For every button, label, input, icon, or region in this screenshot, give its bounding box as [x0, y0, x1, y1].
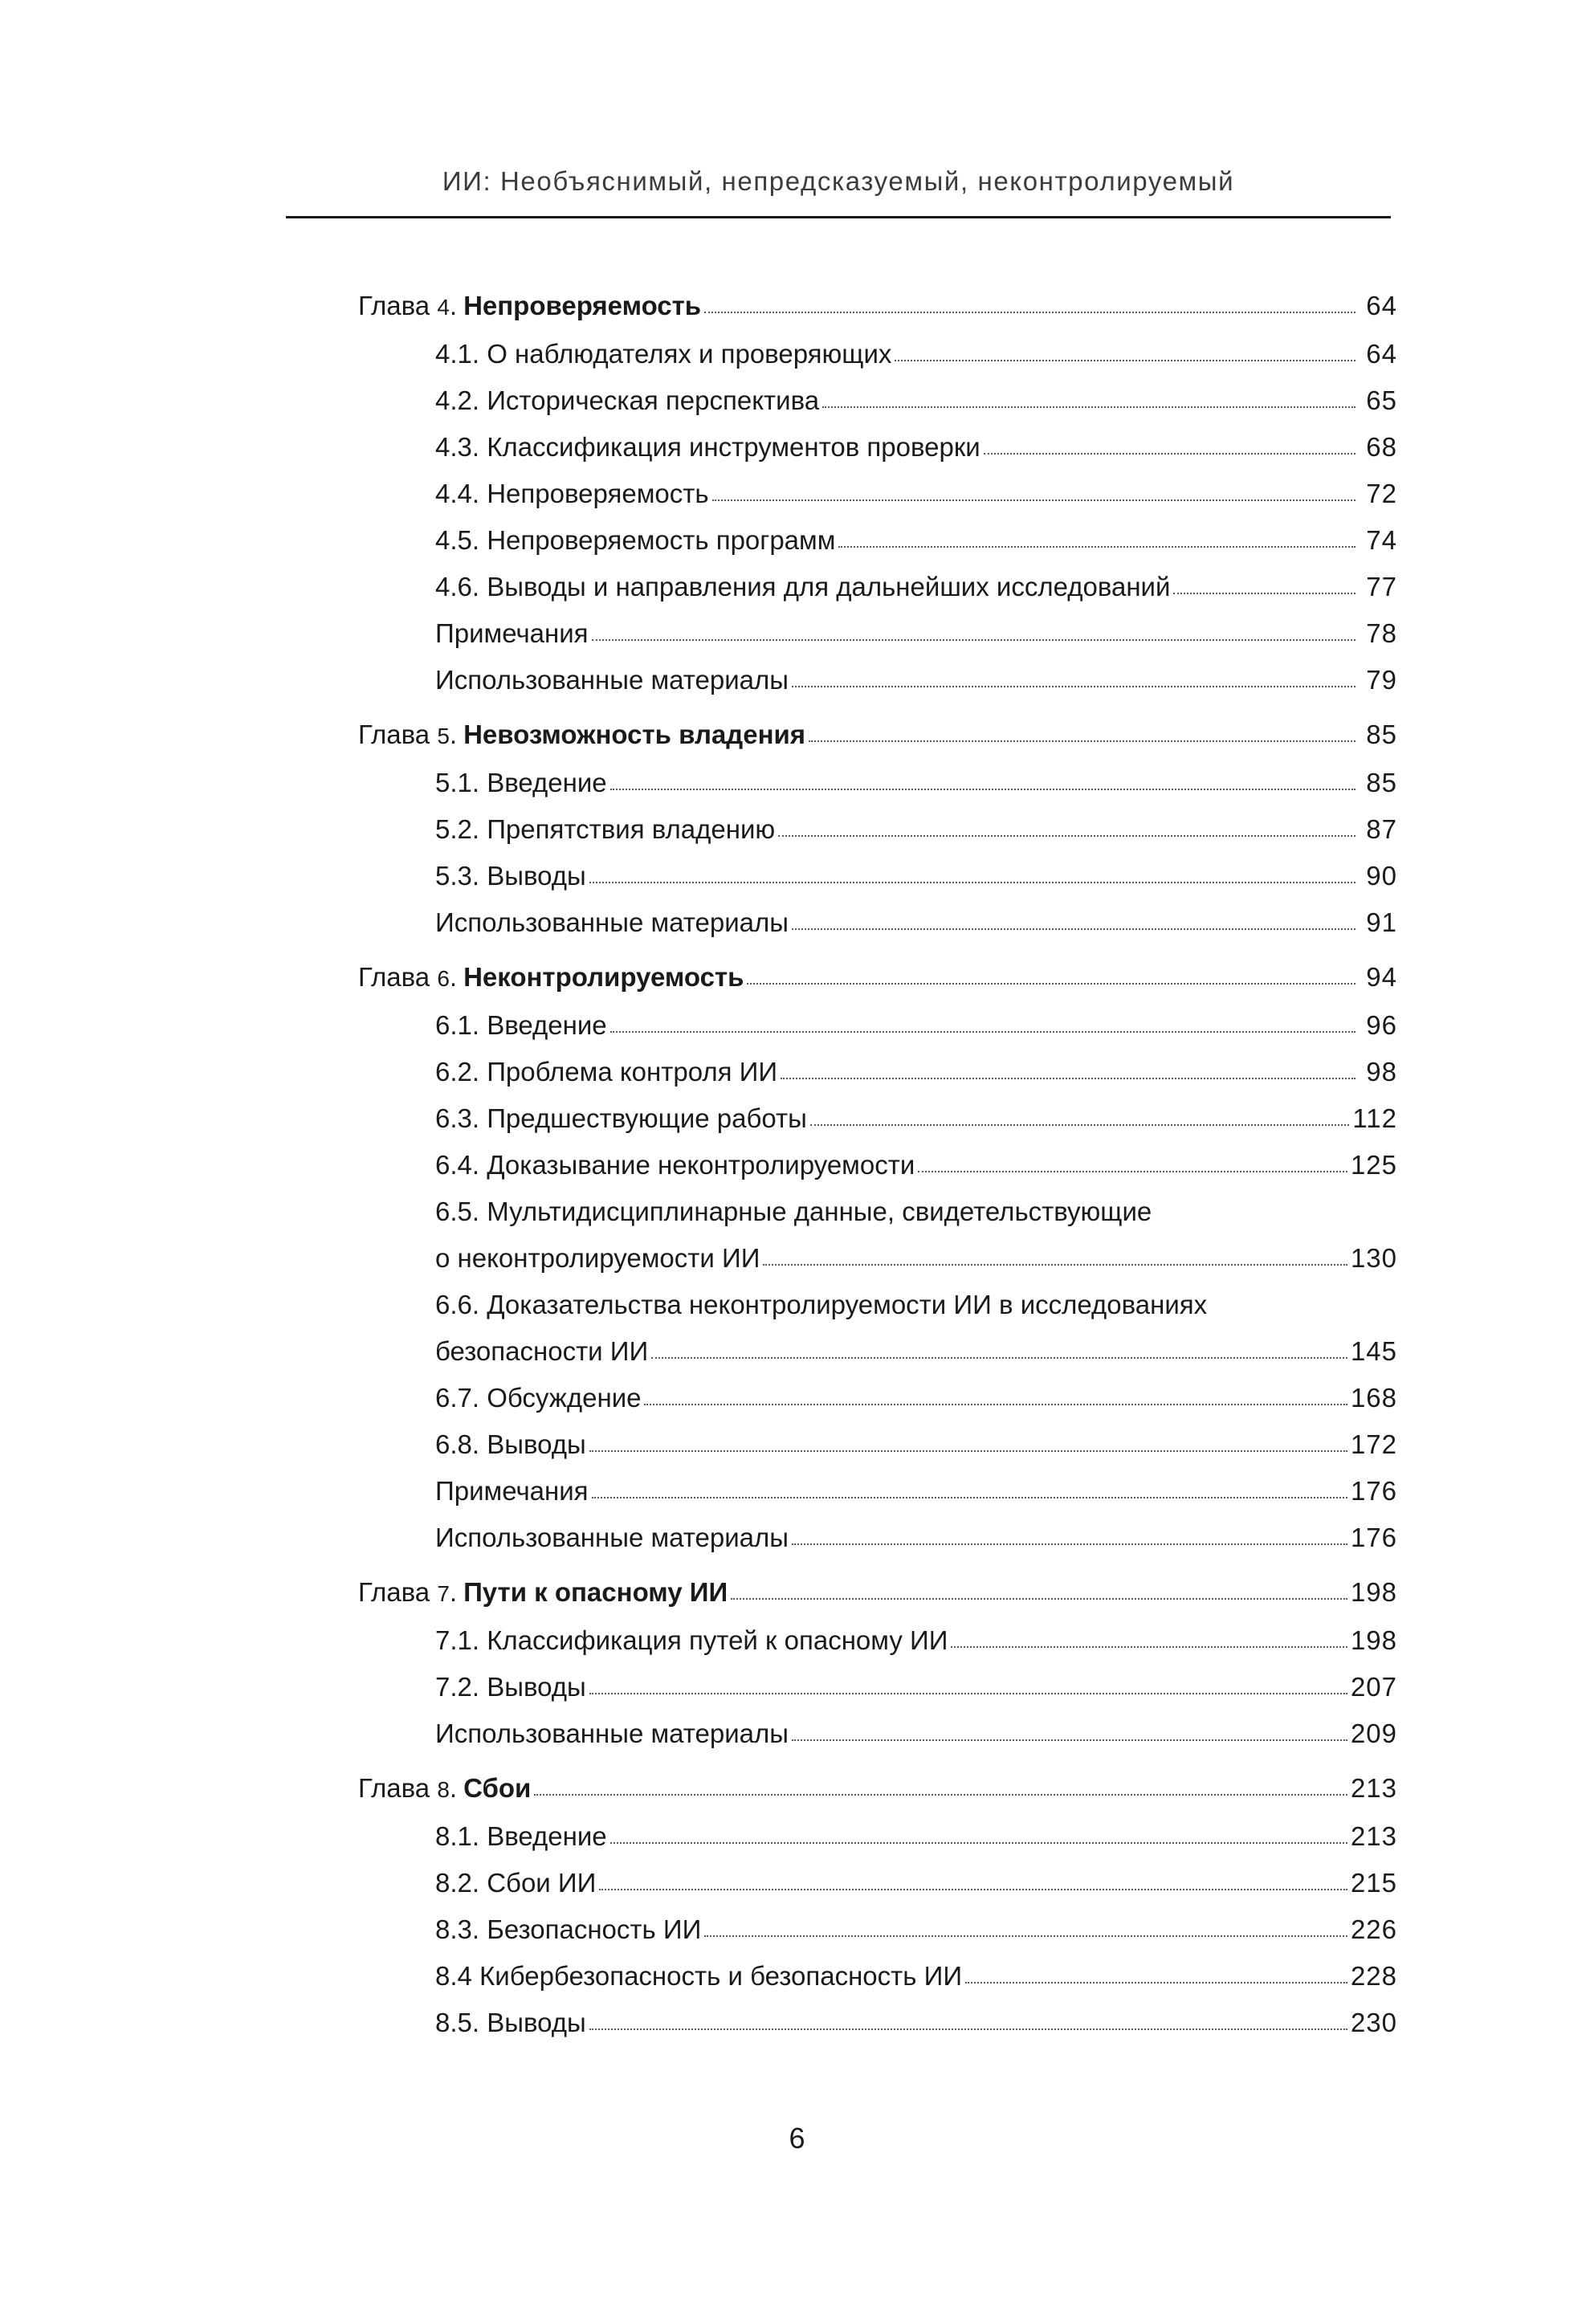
page-ref: 68 [1366, 432, 1397, 462]
page-ref: 125 [1350, 1150, 1397, 1180]
dot-leader [918, 1171, 1347, 1172]
toc-entry[interactable] [358, 1664, 1397, 1710]
toc-entry[interactable] [358, 471, 1397, 517]
entry-label: 6.2. Проблема контроля ИИ [435, 1057, 778, 1087]
page-ref: 226 [1350, 1914, 1397, 1944]
dot-leader [895, 360, 1356, 361]
toc-chapter-heading[interactable]: Глава 7 . Пути к опасному ИИ 198 [358, 1569, 1397, 1617]
page-ref: 78 [1366, 618, 1397, 648]
page-ref: 172 [1350, 1429, 1397, 1459]
toc-entry[interactable] [358, 377, 1397, 424]
dot-leader [644, 1404, 1347, 1405]
toc-entry[interactable] [358, 1953, 1397, 2000]
toc-chapter-heading[interactable]: Глава 6 . Неконтролируемость 94 [358, 954, 1397, 1002]
dot-leader [599, 1889, 1347, 1890]
dot-leader [534, 1794, 1347, 1796]
toc-entry[interactable] [358, 1049, 1397, 1095]
entry-label: 4.2. Историческая перспектива [435, 385, 820, 415]
page-ref: 176 [1350, 1476, 1397, 1506]
dot-leader [747, 983, 1356, 985]
page-ref: 176 [1350, 1523, 1397, 1552]
chapter-title: Неконтролируемость [463, 962, 744, 992]
chapter-title: Сбои [463, 1773, 532, 1803]
entry-label: Использованные материалы [435, 1719, 789, 1748]
page-ref: 215 [1350, 1868, 1397, 1898]
dot-leader [589, 1693, 1347, 1694]
page-ref: 64 [1366, 291, 1397, 320]
page-ref: 94 [1366, 962, 1397, 992]
dot-leader [778, 835, 1356, 837]
chapter-number: 4 [437, 295, 450, 320]
toc-chapter-heading[interactable]: Глава 4 . Непроверяемость 64 [358, 283, 1397, 331]
dot-leader [763, 1264, 1347, 1266]
dot-leader [822, 406, 1356, 408]
page-ref: 72 [1366, 479, 1397, 508]
toc-entry[interactable] [358, 899, 1397, 946]
page-ref: 209 [1350, 1719, 1397, 1748]
entry-label: 8.4 Кибербезопасность и безопасность ИИ [435, 1961, 963, 1991]
page-ref: 64 [1366, 339, 1397, 369]
entry-label: 7.2. Выводы [435, 1672, 586, 1702]
entry-label-line1: 6.5. Мультидисциплинарные данные, свидетельствующие [435, 1197, 1152, 1226]
toc-chapter-8 [358, 1765, 1397, 2046]
page-ref: 145 [1350, 1336, 1397, 1366]
dot-leader [589, 882, 1356, 883]
chapter-prefix: Глава [358, 1773, 430, 1803]
entry-label: 4.3. Классификация инструментов проверки [435, 432, 980, 462]
dot-leader [651, 1357, 1347, 1359]
dot-leader [704, 312, 1356, 313]
entry-label: Использованные материалы [435, 907, 789, 937]
entry-label: 6.4. Доказывание неконтролируемости [435, 1150, 915, 1180]
dot-leader [610, 789, 1356, 790]
entry-label: 8.1. Введение [435, 1821, 607, 1851]
page-ref: 85 [1366, 720, 1397, 749]
toc-entry[interactable] [358, 1095, 1397, 1142]
chapter-title: Невозможность владения [463, 720, 806, 749]
entry-label: 6.1. Введение [435, 1010, 607, 1040]
page-ref: 87 [1366, 814, 1397, 844]
page-number: 6 [789, 2122, 805, 2155]
dot-leader [951, 1646, 1347, 1648]
dot-leader [810, 1124, 1350, 1126]
toc-chapter-4 [358, 283, 1397, 703]
chapter-title: Пути к опасному ИИ [463, 1577, 728, 1607]
entry-label: 5.1. Введение [435, 768, 607, 797]
entry-label: безопасности ИИ [435, 1336, 649, 1366]
chapter-prefix: Глава [358, 962, 430, 992]
chapter-title: Непроверяемость [463, 291, 702, 320]
entry-label: 8.2. Сбои ИИ [435, 1868, 597, 1898]
page-ref: 96 [1366, 1010, 1397, 1040]
toc-chapter-5 [358, 711, 1397, 946]
page-ref: 230 [1350, 2008, 1397, 2037]
toc-entry[interactable] [358, 1617, 1397, 1664]
page-ref: 198 [1350, 1625, 1397, 1655]
chapter-number: 8 [437, 1777, 450, 1802]
chapter-prefix: Глава [358, 720, 430, 749]
toc-entry[interactable] [358, 1515, 1397, 1561]
toc-chapter-6 [358, 954, 1397, 1561]
page-ref: 213 [1350, 1773, 1397, 1803]
dot-leader [592, 639, 1356, 641]
toc-entry[interactable] [358, 806, 1397, 853]
dot-leader [704, 1935, 1347, 1937]
toc-entry[interactable] [358, 517, 1397, 564]
entry-label: Примечания [435, 1476, 589, 1506]
dot-leader [592, 1497, 1347, 1498]
toc-entry[interactable] [358, 1375, 1397, 1421]
toc-entry[interactable] [358, 657, 1397, 703]
dot-leader [589, 2028, 1347, 2030]
chapter-prefix: Глава [358, 291, 430, 320]
dot-leader [792, 1543, 1347, 1545]
toc-entry[interactable] [358, 1235, 1397, 1282]
page-ref: 207 [1350, 1672, 1397, 1702]
dot-leader [610, 1842, 1347, 1844]
entry-label: 6.3. Предшествующие работы [435, 1103, 807, 1133]
page-ref: 79 [1366, 665, 1397, 695]
entry-label: 7.1. Классификация путей к опасному ИИ [435, 1625, 948, 1655]
dot-leader [589, 1450, 1347, 1452]
chapter-number: 7 [437, 1581, 450, 1606]
toc-chapter-7 [358, 1569, 1397, 1757]
toc-entry[interactable] [358, 1142, 1397, 1189]
toc-entry-continued-line [358, 1189, 1397, 1235]
entry-label: Использованные материалы [435, 665, 789, 695]
dot-leader [792, 1739, 1347, 1741]
dot-leader [809, 740, 1356, 742]
entry-label: 5.2. Препятствия владению [435, 814, 776, 844]
running-header-title: ИИ: Необъяснимый, непредсказуемый, неконтролируемый [442, 166, 1235, 196]
page-ref: 213 [1350, 1821, 1397, 1851]
page-ref: 65 [1366, 385, 1397, 415]
table-of-contents [358, 283, 1397, 2054]
toc-entry[interactable] [358, 1860, 1397, 1906]
toc-entry[interactable] [358, 1710, 1397, 1757]
page-ref: 112 [1352, 1103, 1397, 1133]
chapter-number: 6 [437, 966, 450, 991]
dot-leader [965, 1982, 1347, 1984]
header-rule [286, 216, 1391, 218]
toc-entry-continued-line [358, 1282, 1397, 1328]
entry-label: 5.3. Выводы [435, 861, 586, 891]
dot-leader [792, 686, 1356, 687]
toc-entry[interactable] [358, 564, 1397, 610]
toc-entry[interactable] [358, 760, 1397, 806]
entry-label: 6.7. Обсуждение [435, 1383, 642, 1413]
toc-chapter-heading[interactable]: Глава 5 . Невозможность владения 85 [358, 711, 1397, 760]
chapter-prefix: Глава [358, 1577, 430, 1607]
toc-entry[interactable] [358, 2000, 1397, 2046]
toc-entry[interactable] [358, 1002, 1397, 1049]
page-ref: 198 [1350, 1577, 1397, 1607]
toc-entry[interactable] [358, 1813, 1397, 1860]
entry-label: 6.8. Выводы [435, 1429, 586, 1459]
entry-label-line1: 6.6. Доказательства неконтролируемости ИИ в исследованиях [435, 1290, 1208, 1319]
toc-entry[interactable] [358, 853, 1397, 899]
dot-leader [984, 453, 1356, 455]
entry-label: 4.1. О наблюдателях и проверяющих [435, 339, 892, 369]
page-ref: 90 [1366, 861, 1397, 891]
entry-label: 8.5. Выводы [435, 2008, 586, 2037]
entry-label: 8.3. Безопасность ИИ [435, 1914, 702, 1944]
dot-leader [712, 499, 1356, 501]
page-ref: 228 [1350, 1961, 1397, 1991]
entry-label: о неконтролируемости ИИ [435, 1243, 760, 1273]
toc-entry[interactable] [358, 610, 1397, 657]
dot-leader [838, 546, 1356, 548]
entry-label: 4.5. Непроверяемость программ [435, 525, 836, 555]
page-ref: 130 [1350, 1243, 1397, 1273]
toc-entry[interactable] [358, 1421, 1397, 1468]
toc-entry[interactable] [358, 424, 1397, 471]
dot-leader [781, 1078, 1356, 1079]
page-ref: 91 [1366, 907, 1397, 937]
entry-label: Примечания [435, 618, 589, 648]
entry-label: 4.6. Выводы и направления для дальнейших исследований [435, 572, 1171, 601]
toc-entry[interactable] [358, 1328, 1397, 1375]
page-ref: 85 [1366, 768, 1397, 797]
toc-entry[interactable] [358, 1468, 1397, 1515]
page-ref: 98 [1366, 1057, 1397, 1087]
dot-leader [731, 1598, 1347, 1600]
page-ref: 74 [1366, 525, 1397, 555]
dot-leader [610, 1031, 1356, 1033]
toc-chapter-heading[interactable]: Глава 8 . Сбои 213 [358, 1765, 1397, 1813]
toc-entry[interactable] [358, 331, 1397, 377]
entry-label: Использованные материалы [435, 1523, 789, 1552]
toc-entry[interactable] [358, 1906, 1397, 1953]
chapter-number: 5 [437, 724, 450, 748]
dot-leader [792, 928, 1356, 930]
page-ref: 77 [1366, 572, 1397, 601]
entry-label: 4.4. Непроверяемость [435, 479, 709, 508]
dot-leader [1173, 593, 1356, 594]
page-ref: 168 [1350, 1383, 1397, 1413]
